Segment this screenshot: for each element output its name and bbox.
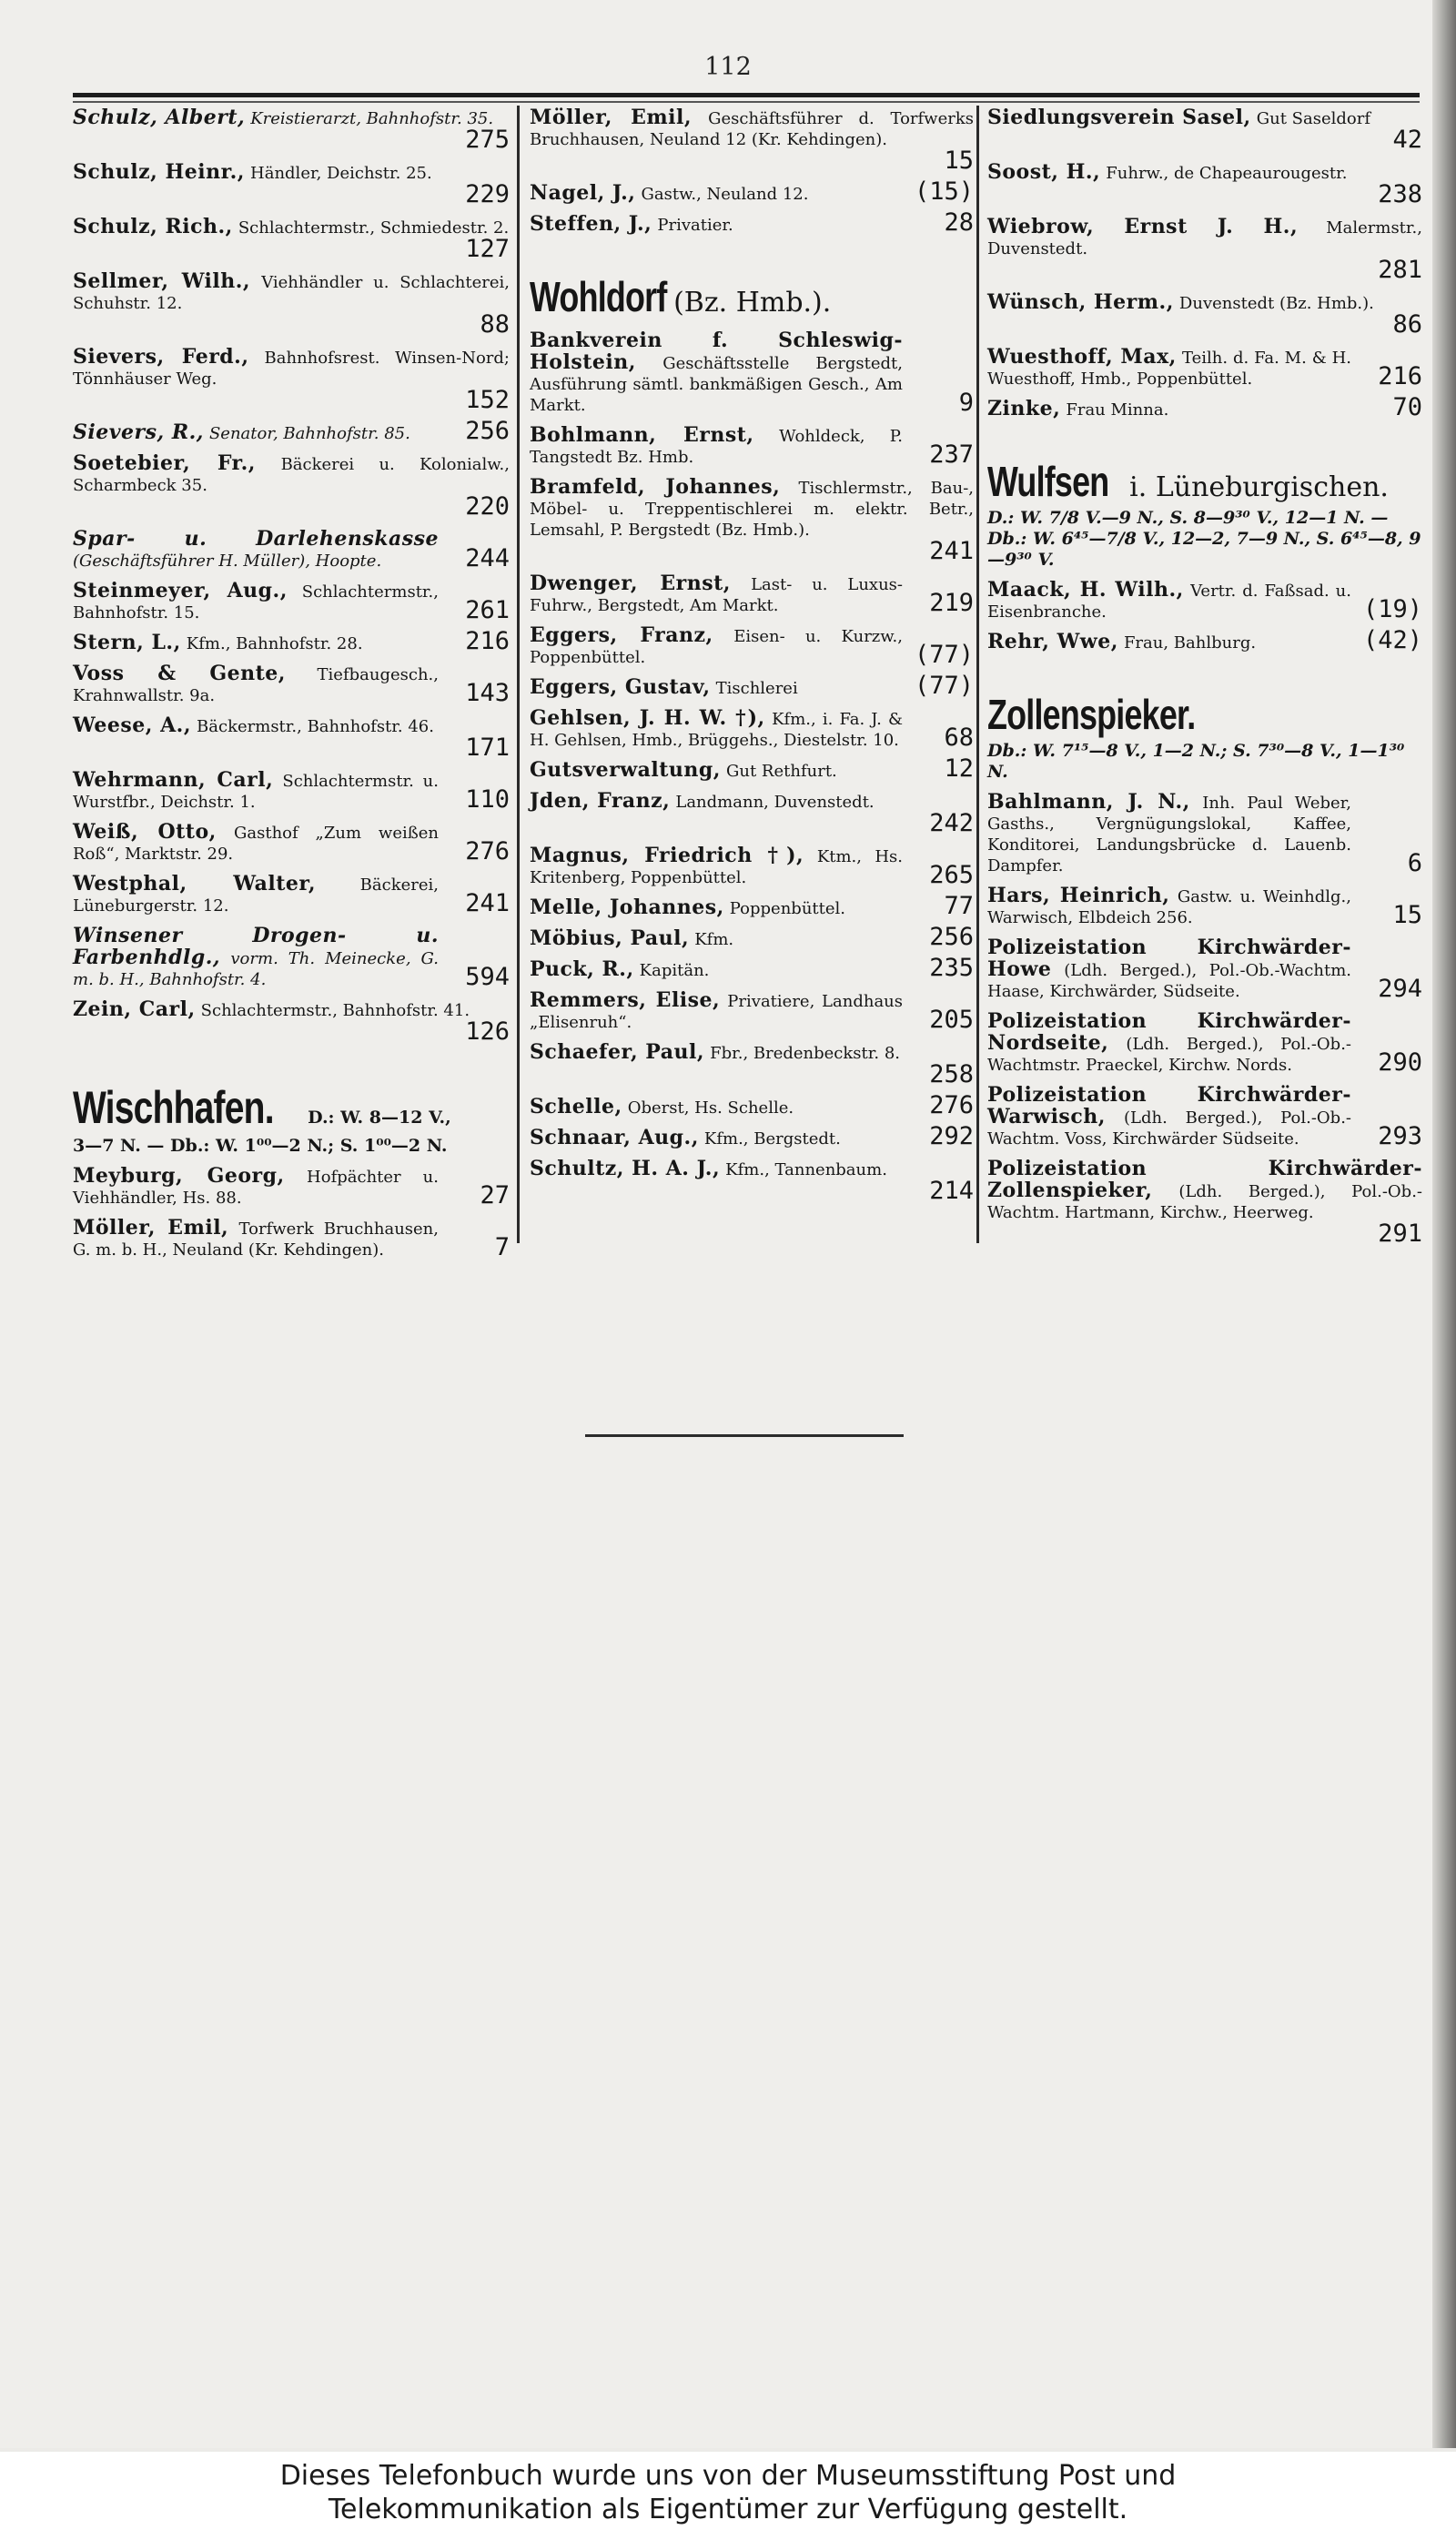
directory-entry <box>530 754 976 783</box>
phone-number: 216 <box>465 627 510 655</box>
directory-entry <box>987 1159 1424 1247</box>
entry-name: Puck, R., <box>530 957 634 981</box>
entry-detail: Kfm., i. Fa. J. & H. Gehlsen, Hmb., Brüggehs., Diestelstr. 10. <box>530 710 903 750</box>
header-rule <box>73 93 1420 97</box>
directory-entry <box>73 453 511 520</box>
directory-entry <box>987 626 1424 654</box>
entry-name: Spar- u. Darlehenskasse <box>73 527 439 551</box>
entry-detail: Tischlermstr., Bau-, Möbel- u. Treppentischlerei m. elektr. Betr., Lemsahl, P. Bergstedt (Bz. Hmb.). <box>530 479 974 540</box>
entry-detail: Kfm., Tannenbaum. <box>725 1160 887 1179</box>
phone-number: 214 <box>929 1177 974 1205</box>
directory-entry <box>530 923 976 951</box>
entry-name: Schelle, <box>530 1095 622 1118</box>
entry-name: Wünsch, Herm., <box>987 290 1174 314</box>
phone-number: 15 <box>944 147 974 175</box>
entry-list <box>987 107 1424 420</box>
directory-entry <box>73 162 511 207</box>
entry-name: Maack, H. Wilh., <box>987 578 1184 602</box>
directory-entry <box>73 770 511 813</box>
phone-number: 294 <box>1378 975 1422 1003</box>
directory-entry <box>73 581 511 623</box>
phone-number: 143 <box>465 679 510 707</box>
entry-detail: Geschäftsführer d. Torfwerks Bruchhausen, Neuland 12 (Kr. Kehdingen). <box>530 109 974 149</box>
phone-number: 281 <box>1378 256 1422 284</box>
directory-entry <box>530 425 976 468</box>
directory-entry <box>73 926 511 990</box>
phone-number: 275 <box>465 126 510 154</box>
entry-detail: Kreistierarzt, Bahnhofstr. 35. <box>250 109 494 128</box>
phone-number: 265 <box>929 861 974 889</box>
entry-name: Sellmer, Wilh., <box>73 269 251 293</box>
entry-detail: Tiefbaugesch., Krahnwallstr. 9a. <box>73 665 439 705</box>
entry-detail: Oberst, Hs. Schelle. <box>627 1098 794 1118</box>
directory-entry <box>987 217 1424 283</box>
town-heading-wohldorf <box>530 272 976 321</box>
directory-entry <box>987 393 1424 421</box>
entry-name: Winsener Drogen- u. Farbenhdlg., <box>73 924 439 969</box>
directory-entry <box>73 217 511 262</box>
phone-number: (19) <box>1362 595 1422 623</box>
entry-detail: Kapitän. <box>639 961 710 980</box>
entry-name: Zein, Carl, <box>73 997 196 1021</box>
directory-entry <box>530 573 976 616</box>
entry-detail: Inh. Paul Weber, Gasths., Vergnügungslokal, Kaffee, Konditorei, Landungsbrücke d. Lauenb. Dampfer. <box>987 794 1351 875</box>
phone-number: 256 <box>465 417 510 445</box>
entry-detail: Bäckerei, Lüneburgerstr. 12. <box>73 875 439 916</box>
phone-number: 242 <box>929 809 974 837</box>
directory-entry <box>73 1166 511 1209</box>
directory-entry <box>530 1042 976 1088</box>
directory-entry <box>73 1218 511 1260</box>
directory-entry <box>987 792 1424 876</box>
phone-number: 27 <box>480 1181 510 1209</box>
end-rule <box>585 1434 904 1437</box>
entry-name: Eggers, Franz, <box>530 623 713 647</box>
phone-number: 261 <box>465 596 510 624</box>
directory-entry <box>987 1085 1424 1149</box>
directory-entry <box>73 715 511 761</box>
phone-number: 220 <box>465 492 510 521</box>
town-name: Wohldorf <box>530 273 667 320</box>
entry-detail: Hofpächter u. Viehhändler, Hs. 88. <box>73 1168 439 1208</box>
phone-number: 258 <box>929 1060 974 1088</box>
column-divider <box>976 106 979 1243</box>
entry-name: Schultz, H. A. J., <box>530 1157 721 1180</box>
entry-detail: Viehhändler u. Schlachterei, Schuhstr. 12. <box>73 273 510 313</box>
entry-list <box>73 107 511 1045</box>
directory-entry <box>73 627 511 655</box>
phone-number: 127 <box>465 235 510 263</box>
phone-number: 293 <box>1378 1122 1422 1150</box>
column-left <box>73 107 511 1270</box>
footer-line-1: Dieses Telefonbuch wurde uns von der Museumsstiftung Post und <box>279 2460 1177 2492</box>
directory-entry <box>73 107 511 153</box>
directory-entry <box>530 892 976 920</box>
phone-number: 219 <box>929 589 974 617</box>
entry-name: Polizeistation Kirchwärder-Zollenspieker, <box>987 1157 1422 1202</box>
entry-name: Nagel, J., <box>530 181 636 205</box>
directory-entry <box>73 529 511 572</box>
entry-detail: (Geschäftsführer H. Müller), Hoopte. <box>73 552 382 571</box>
entry-name: Melle, Johannes, <box>530 896 724 919</box>
entry-name: Möller, Emil, <box>73 1216 229 1240</box>
entry-detail: Bäckermstr., Bahnhofstr. 46. <box>197 717 434 736</box>
directory-entry <box>73 271 511 338</box>
entry-detail: Schlachtermstr. u. Wurstfbr., Deichstr. 1. <box>73 772 439 812</box>
entry-name: Eggers, Gustav, <box>530 675 711 699</box>
entry-detail: Schlachtermstr., Bahnhofstr. 15. <box>73 582 440 622</box>
entry-detail: Schlachtermstr., Bahnhofstr. 41. <box>200 1001 470 1020</box>
entry-name: Voss & Gente, <box>73 662 286 685</box>
page-number: 112 <box>704 53 752 81</box>
phone-number: 9 <box>958 389 974 417</box>
phone-number: 77 <box>944 892 974 920</box>
entry-name: Polizeistation Kirchwärder-Nordseite, <box>987 1009 1351 1055</box>
phone-number: 216 <box>1378 362 1422 390</box>
entry-name: Schulz, Albert, <box>73 106 246 129</box>
directory-entry <box>73 822 511 865</box>
phone-number: (77) <box>914 672 974 700</box>
phone-number: 110 <box>465 785 510 814</box>
entry-name: Dwenger, Ernst, <box>530 572 731 595</box>
column-divider <box>517 106 520 1243</box>
entry-name: Soetebier, Fr., <box>73 451 256 475</box>
entry-name: Wehrmann, Carl, <box>73 768 274 792</box>
directory-entry <box>73 347 511 413</box>
phone-number: 229 <box>465 180 510 208</box>
entry-name: Wiebrow, Ernst J. H., <box>987 215 1299 238</box>
directory-entry <box>987 162 1424 207</box>
directory-entry <box>530 107 976 174</box>
entry-detail: (Ldh. Berged.), Pol.-Ob.-Wachtmstr. Praeckel, Kirchw. Nords. <box>987 1035 1351 1075</box>
entry-detail: Teilh. d. Fa. M. & H. Wuesthoff, Hmb., Poppenbüttel. <box>987 349 1351 389</box>
entry-detail: Gastw., Neuland 12. <box>641 185 809 204</box>
entry-detail: Kfm., Bahnhofstr. 28. <box>186 634 363 653</box>
entry-name: Magnus, Friedrich †), <box>530 844 804 867</box>
phone-number: 68 <box>944 724 974 752</box>
entry-detail: Bahnhofsrest. Winsen-Nord; Tönnhäuser Weg. <box>73 349 511 389</box>
entry-name: Bankverein f. Schleswig-Holstein, <box>530 329 903 374</box>
town-heading-zollenspieker <box>987 690 1424 783</box>
entry-detail: Gut Saseldorf <box>1256 109 1370 128</box>
town-schedule: D.: W. 7/8 V.—9 N., S. 8—9³⁰ V., 12—1 N. — Db.: W. 6⁴⁵—7/8 V., 12—2, 7—9 N., S. 6⁴⁵—8, 9—9³⁰ V. <box>987 508 1421 570</box>
entry-detail: Wohldeck, P. Tangstedt Bz. Hmb. <box>530 427 903 467</box>
entry-detail: Kfm. <box>694 930 734 949</box>
phone-number: 244 <box>465 544 510 572</box>
book-spine-shadow <box>1432 0 1456 2448</box>
entry-detail: Malermstr., Duvenstedt. <box>987 218 1422 258</box>
phone-number: 237 <box>929 440 974 469</box>
directory-entry <box>530 672 976 700</box>
entry-detail: (Ldh. Berged.), Pol.-Ob.-Wachtm. Haase, Kirchwärder, Südseite. <box>987 961 1351 1001</box>
phone-number: 7 <box>494 1233 510 1261</box>
entry-name: Bramfeld, Johannes, <box>530 475 781 499</box>
phone-number: 256 <box>929 923 974 951</box>
entry-detail: Frau Minna. <box>1066 400 1169 420</box>
phone-number: (77) <box>914 641 974 669</box>
entry-name: Sievers, Ferd., <box>73 345 249 369</box>
directory-entry <box>73 874 511 916</box>
entry-detail: Ktm., Hs. Kritenberg, Poppenbüttel. <box>530 847 903 887</box>
directory-entry <box>530 330 976 416</box>
column-middle <box>530 107 976 1213</box>
entry-detail: Bäckerei u. Kolonialw., Scharmbeck 35. <box>73 455 510 495</box>
directory-entry <box>987 292 1424 338</box>
entry-name: Wuesthoff, Max, <box>987 345 1177 369</box>
phone-number: 28 <box>944 208 974 237</box>
entry-detail: vorm. Th. Meinecke, G. m. b. H., Bahnhofstr. 4. <box>73 949 439 989</box>
entry-detail: Fuhrw., de Chapeaurougestr. <box>1106 164 1348 183</box>
entry-name: Schnaar, Aug., <box>530 1126 699 1149</box>
directory-entry <box>530 954 976 982</box>
entry-list <box>987 792 1424 1247</box>
entry-name: Weiß, Otto, <box>73 820 217 844</box>
entry-detail: Gut Rethfurt. <box>726 762 837 781</box>
phone-number: 594 <box>465 963 510 991</box>
directory-entry <box>987 1011 1424 1076</box>
phone-number: 12 <box>944 754 974 783</box>
entry-name: Sievers, R., <box>73 420 204 444</box>
town-name: Wulfsen <box>987 458 1109 505</box>
entry-name: Polizeistation Kirchwärder-Howe <box>987 936 1351 981</box>
phone-number: (42) <box>1362 626 1422 654</box>
entry-detail: Gasthof „Zum weißen Roß“, Marktstr. 29. <box>73 824 439 864</box>
entry-detail: Geschäftsstelle Bergstedt, Ausführung sämtl. bankmäßigen Gesch., Am Markt. <box>530 354 903 415</box>
directory-entry <box>73 999 511 1045</box>
directory-entry <box>530 708 976 751</box>
directory-entry <box>530 845 976 888</box>
directory-entry <box>987 107 1424 153</box>
entry-name: Schulz, Heinr., <box>73 160 245 184</box>
entry-name: Möller, Emil, <box>530 106 693 129</box>
directory-entry <box>987 580 1424 622</box>
entry-detail: Gastw. u. Weinhdlg., Warwisch, Elbdeich 256. <box>987 887 1351 927</box>
phone-number: 205 <box>929 1006 974 1034</box>
entry-detail: Frau, Bahlburg. <box>1123 633 1257 653</box>
entry-detail: (Ldh. Berged.), Pol.-Ob.-Wachtm. Hartmann, Kirchw., Heerweg. <box>987 1182 1422 1222</box>
directory-entry <box>73 417 511 445</box>
entry-detail: Last- u. Luxus-Fuhrw., Bergstedt, Am Markt. <box>530 575 903 615</box>
entry-detail: Senator, Bahnhofstr. 85. <box>208 424 410 443</box>
phone-number: 276 <box>929 1091 974 1119</box>
directory-entry <box>530 1091 976 1119</box>
entry-detail: Privatiere, Landhaus „Elisenruh“. <box>530 992 904 1032</box>
phone-number: 15 <box>1392 901 1422 929</box>
directory-entry <box>987 347 1424 390</box>
entry-list <box>73 1166 511 1260</box>
phone-number: 238 <box>1378 180 1422 208</box>
entry-detail: Landmann, Duvenstedt. <box>675 793 875 812</box>
entry-name: Hars, Heinrich, <box>987 884 1170 907</box>
entry-name: Steffen, J., <box>530 212 652 236</box>
entry-name: Zinke, <box>987 397 1061 420</box>
phone-number: 241 <box>929 537 974 565</box>
phone-number: 42 <box>1392 126 1422 154</box>
phone-number: (15) <box>914 177 974 206</box>
entry-name: Bohlmann, Ernst, <box>530 423 754 447</box>
phone-number: 292 <box>929 1122 974 1150</box>
town-schedule: Db.: W. 7¹⁵—8 V., 1—2 N.; S. 7³⁰—8 V., 1—1³⁰ N. <box>987 741 1405 782</box>
directory-entry <box>530 1122 976 1150</box>
entry-detail: Händler, Deichstr. 25. <box>250 164 432 183</box>
town-heading-wulfsen <box>987 457 1424 571</box>
phone-number: 241 <box>465 889 510 917</box>
town-name: Wischhafen. <box>73 1082 274 1133</box>
directory-entry <box>530 477 976 564</box>
footer-line-2: Telekommunikation als Eigentümer zur Verfügung gestellt. <box>328 2494 1128 2525</box>
town-suffix: i. Lüneburgischen. <box>1129 471 1389 503</box>
entry-detail: Kfm., Bergstedt. <box>703 1129 841 1149</box>
entry-detail: Vertr. d. Faßsad. u. Eisenbranche. <box>987 582 1351 622</box>
entry-detail: Privatier. <box>657 216 733 235</box>
entry-name: Jden, Franz, <box>530 789 671 813</box>
directory-entry <box>530 177 976 206</box>
entry-name: Möbius, Paul, <box>530 926 690 950</box>
entry-detail: (Ldh. Berged.), Pol.-Ob.-Wachtm. Voss, Kirchwärder Südseite. <box>987 1108 1352 1149</box>
phone-number: 171 <box>465 734 510 762</box>
directory-entry <box>530 625 976 668</box>
phone-number: 290 <box>1378 1048 1422 1077</box>
town-schedule-cont: 3—7 N. — Db.: W. 1⁰⁰—2 N.; S. 1⁰⁰—2 N. <box>73 1136 448 1156</box>
phone-number: 152 <box>465 386 510 414</box>
entry-name: Rehr, Wwe, <box>987 630 1118 653</box>
phone-number: 6 <box>1407 849 1422 877</box>
phone-number: 235 <box>929 954 974 982</box>
entry-name: Gutsverwaltung, <box>530 758 721 782</box>
phone-number: 126 <box>465 1017 510 1046</box>
phone-number: 88 <box>480 310 510 339</box>
column-right <box>987 107 1424 1256</box>
entry-list <box>530 330 976 1204</box>
header-rule-thin <box>73 101 1420 103</box>
entry-list <box>987 580 1424 653</box>
entry-detail: Poppenbüttel. <box>729 899 846 918</box>
entry-name: Steinmeyer, Aug., <box>73 579 288 602</box>
phone-number: 70 <box>1392 393 1422 421</box>
town-schedule: D.: W. 8—12 V., <box>308 1108 451 1128</box>
phone-number: 291 <box>1378 1219 1422 1248</box>
entry-detail: Eisen- u. Kurzw., Poppenbüttel. <box>530 627 903 667</box>
entry-name: Remmers, Elise, <box>530 988 721 1012</box>
entry-name: Soost, H., <box>987 160 1101 184</box>
directory-entry <box>987 886 1424 928</box>
entry-name: Westphal, Walter, <box>73 872 317 896</box>
phone-number: 276 <box>465 837 510 865</box>
entry-name: Stern, L., <box>73 631 181 654</box>
entry-name: Weese, A., <box>73 713 191 737</box>
entry-name: Siedlungsverein Sasel, <box>987 106 1251 129</box>
entry-detail: Tischlerei <box>715 679 798 698</box>
entry-detail: Schlachtermstr., Schmiedestr. 2. <box>238 218 510 238</box>
directory-entry <box>530 208 976 237</box>
directory-entry <box>987 937 1424 1002</box>
phone-number: 86 <box>1392 310 1422 339</box>
entry-name: Polizeistation Kirchwärder-Warwisch, <box>987 1083 1351 1128</box>
town-suffix: (Bz. Hmb.). <box>673 287 832 319</box>
town-name: Zollenspieker. <box>987 691 1196 738</box>
entry-name: Schulz, Rich., <box>73 215 233 238</box>
entry-detail: Duvenstedt (Bz. Hmb.). <box>1178 294 1374 313</box>
entry-name: Bahlmann, J. N., <box>987 790 1190 814</box>
directory-entry <box>530 1159 976 1204</box>
entry-name: Gehlsen, J. H. W. †), <box>530 706 765 730</box>
directory-entry <box>530 990 976 1033</box>
entry-name: Schaefer, Paul, <box>530 1040 705 1064</box>
entry-list <box>530 107 976 236</box>
entry-detail: Torfwerk Bruchhausen, G. m. b. H., Neuland (Kr. Kehdingen). <box>73 1219 439 1260</box>
entry-detail: Fbr., Bredenbeckstr. 8. <box>710 1044 901 1063</box>
directory-entry <box>73 663 511 706</box>
town-heading-wischhafen <box>73 1081 511 1157</box>
footer-notice <box>0 2452 1456 2530</box>
directory-entry <box>530 791 976 836</box>
entry-name: Meyburg, Georg, <box>73 1164 285 1188</box>
